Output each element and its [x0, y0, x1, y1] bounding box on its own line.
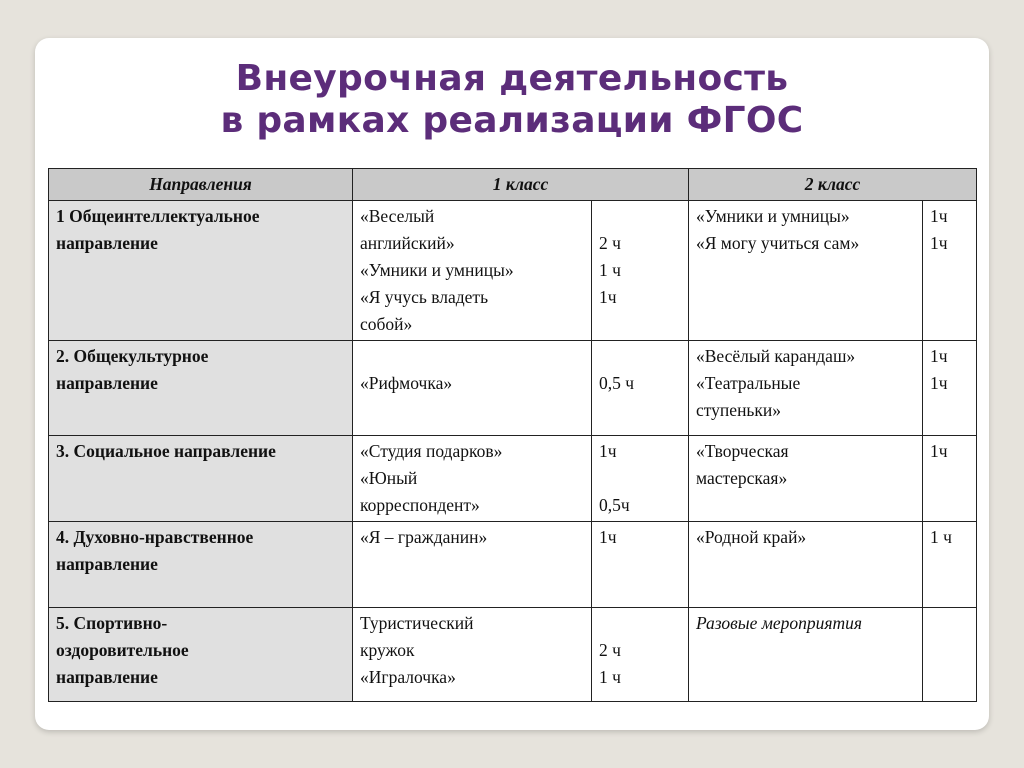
class2-hours-cell: 1ч 1ч [923, 201, 977, 341]
table-row [49, 608, 977, 702]
slide-title [35, 58, 989, 142]
class1-courses-cell: «Веселый английский» «Умники и умницы» «Я учусь владеть собой» [353, 201, 592, 341]
class1-hours-cell: 0,5 ч [592, 341, 689, 436]
title-line-2: в рамках реализации ФГОС [220, 100, 804, 141]
class2-courses-cell: «Весёлый карандаш» «Театральные ступеньки» [689, 341, 923, 436]
class1-courses-cell: «Я – гражданин» [353, 522, 592, 608]
activities-table [48, 168, 977, 702]
direction-cell: 5. Спортивно- оздоровительное направление [49, 608, 353, 702]
class1-hours-cell: 1ч [592, 522, 689, 608]
class1-courses-cell: «Рифмочка» [353, 341, 592, 436]
direction-cell: 4. Духовно-нравственное направление [49, 522, 353, 608]
direction-cell: 2. Общекультурное направление [49, 341, 353, 436]
class2-hours-cell: 1ч 1ч [923, 341, 977, 436]
table-header-row [49, 169, 977, 201]
table-row [49, 201, 977, 341]
class2-courses-cell: «Родной край» [689, 522, 923, 608]
class1-hours-cell: 2 ч 1 ч 1ч [592, 201, 689, 341]
class1-hours-cell: 1ч 0,5ч [592, 436, 689, 522]
class2-hours-cell: 1 ч [923, 522, 977, 608]
class2-courses-cell: «Творческая мастерская» [689, 436, 923, 522]
table-row [49, 341, 977, 436]
title-line-1: Внеурочная деятельность [235, 58, 789, 99]
class2-hours-cell: 1ч [923, 436, 977, 522]
class1-hours-cell: 2 ч 1 ч [592, 608, 689, 702]
class2-courses-cell: Разовые мероприятия [689, 608, 923, 702]
table-row [49, 522, 977, 608]
header-class-2: 2 класс [689, 169, 977, 201]
class1-courses-cell: «Студия подарков» «Юный корреспондент» [353, 436, 592, 522]
direction-cell: 1 Общеинтеллектуальное направление [49, 201, 353, 341]
table-row [49, 436, 977, 522]
class1-courses-cell: Туристический кружок «Игралочка» [353, 608, 592, 702]
direction-cell: 3. Социальное направление [49, 436, 353, 522]
class2-hours-cell [923, 608, 977, 702]
header-direction: Направления [49, 169, 353, 201]
class2-courses-cell: «Умники и умницы» «Я могу учиться сам» [689, 201, 923, 341]
header-class-1: 1 класс [353, 169, 689, 201]
